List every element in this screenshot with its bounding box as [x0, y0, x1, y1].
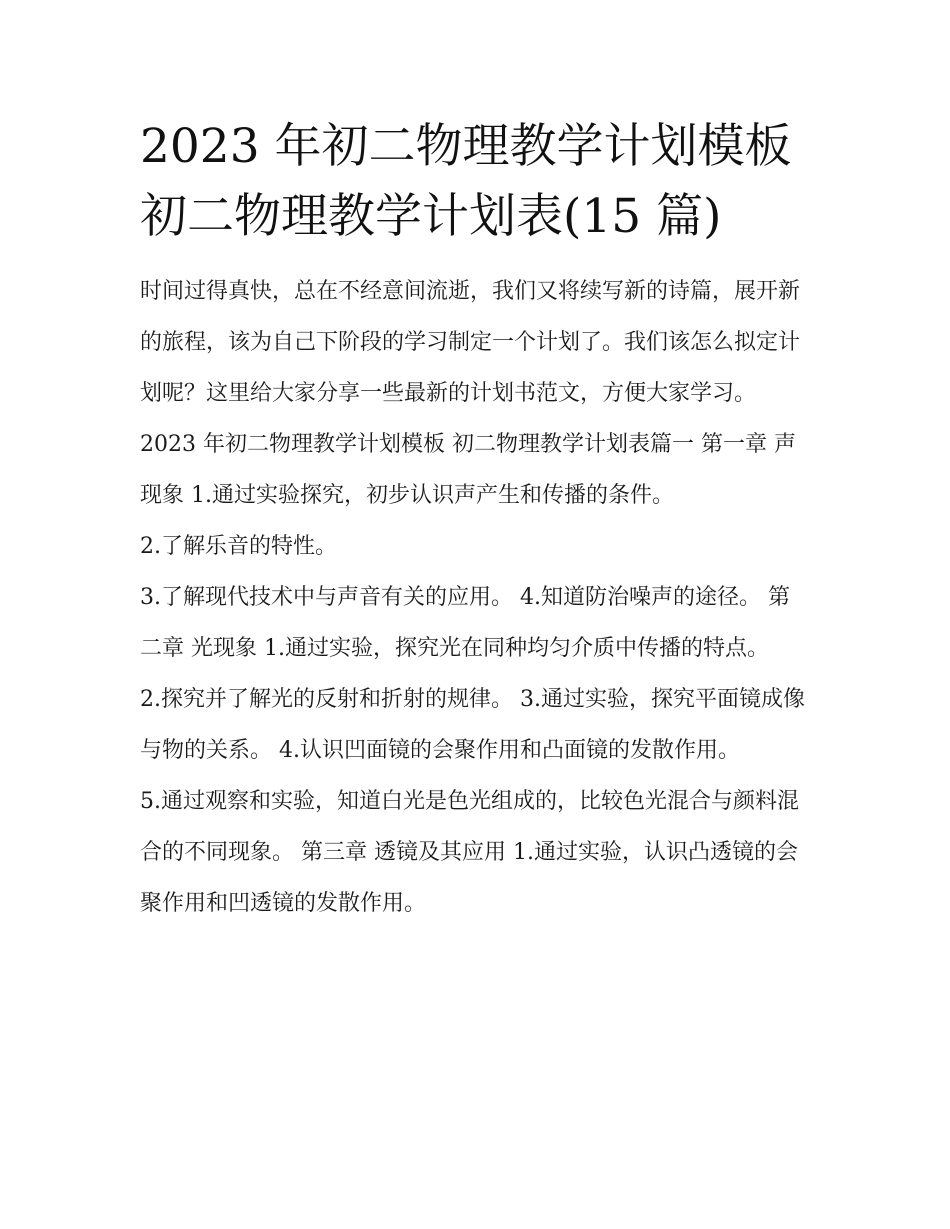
- title-line-1: 2023 年初二物理教学计划模板: [140, 119, 792, 174]
- paragraph-item-4: 2.探究并了解光的反射和折射的规律。 3.通过实验，探究平面镜成像与物的关系。 4.认识凹面镜的会聚作用和凸面镜的发散作用。: [140, 687, 805, 763]
- document-title: [140, 112, 810, 252]
- paragraph-item-5: 5.通过观察和实验，知道白光是色光组成的，比较色光混合与颜料混合的不同现象。 第三章 透镜及其应用 1.通过实验，认识凸透镜的会聚作用和凹透镜的发散作用。: [140, 789, 799, 916]
- intro-paragraph: 时间过得真快，总在不经意间流逝，我们又将续写新的诗篇，展开新的旅程，该为自己下阶段的学习制定一个计划了。我们该怎么拟定计划呢？这里给大家分享一些最新的计划书范文，方便大家学习。: [140, 279, 801, 406]
- paragraph-item-3: 3.了解现代技术中与声音有关的应用。 4.知道防治噪声的途径。 第二章 光现象 1.通过实验，探究光在同种均匀介质中传播的特点。: [140, 585, 790, 661]
- paragraph-chapter-1: 2023 年初二物理教学计划模板 初二物理教学计划表篇一 第一章 声现象 1.通过实验探究，初步认识声产生和传播的条件。: [140, 432, 796, 508]
- document-body: [140, 112, 810, 929]
- paragraph-item-2: 2.了解乐音的特性。: [140, 534, 337, 559]
- title-line-2: 初二物理教学计划表(15 篇): [140, 189, 722, 244]
